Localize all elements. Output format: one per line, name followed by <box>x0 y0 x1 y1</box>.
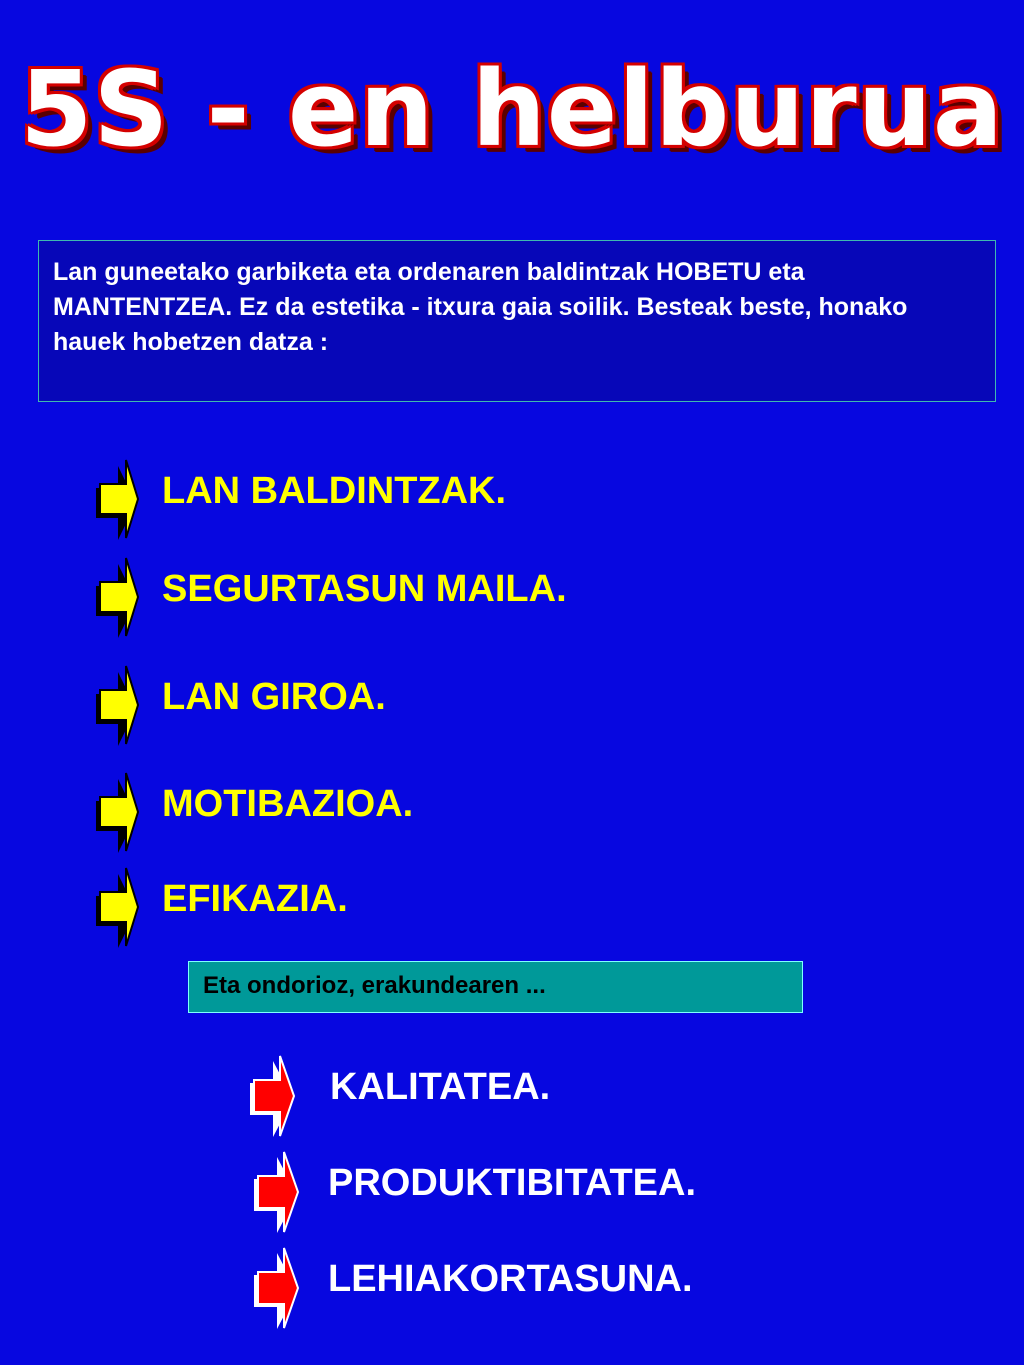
goal-label: LAN GIROA. <box>162 676 386 718</box>
intro-text-box <box>38 240 996 402</box>
intro-text: Lan guneetako garbiketa eta ordenaren baldintzak HOBETU eta MANTENTZEA. Ez da estetika - itxura gaia soilik. Besteak beste, honako hauek hobetzen datza : <box>53 258 908 356</box>
result-label: PRODUKTIBITATEA. <box>328 1162 697 1204</box>
goal-label: LAN BALDINTZAK. <box>162 470 507 512</box>
red-arrow-icon <box>250 1054 296 1138</box>
result-label: KALITATEA. <box>330 1066 551 1108</box>
result-label: LEHIAKORTASUNA. <box>328 1258 693 1300</box>
goal-label: EFIKAZIA. <box>162 878 348 920</box>
goal-label: MOTIBAZIOA. <box>162 783 414 825</box>
slide-title: 5S - en helburua <box>20 48 1004 170</box>
consequence-box <box>188 961 803 1013</box>
yellow-arrow-icon <box>96 771 140 853</box>
red-arrow-icon <box>254 1150 300 1234</box>
yellow-arrow-icon <box>96 664 140 746</box>
yellow-arrow-icon <box>96 556 140 638</box>
yellow-arrow-icon <box>96 458 140 540</box>
consequence-text: Eta ondorioz, erakundearen ... <box>203 972 546 999</box>
yellow-arrow-icon <box>96 866 140 948</box>
goal-label: SEGURTASUN MAILA. <box>162 568 567 610</box>
red-arrow-icon <box>254 1246 300 1330</box>
